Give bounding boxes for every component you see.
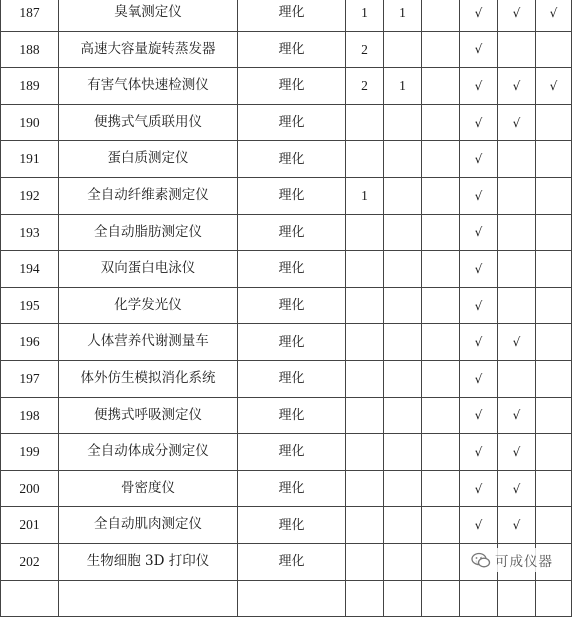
quantity-col2-cell bbox=[384, 397, 422, 434]
category-cell: 理化 bbox=[238, 177, 346, 214]
quantity-col1-cell: 2 bbox=[346, 31, 384, 68]
instrument-name-cell: 全自动肌肉测定仪 bbox=[59, 507, 238, 544]
quantity-col2-cell bbox=[384, 104, 422, 141]
check-col6-cell bbox=[536, 324, 572, 361]
category-cell: 理化 bbox=[238, 141, 346, 178]
category-cell: 理化 bbox=[238, 434, 346, 471]
quantity-col1-cell bbox=[346, 360, 384, 397]
quantity-col1-cell: 1 bbox=[346, 177, 384, 214]
instrument-name-cell: 生物细胞 3D 打印仪 bbox=[59, 543, 238, 580]
row-number-cell: 194 bbox=[1, 251, 59, 288]
row-number-cell: 190 bbox=[1, 104, 59, 141]
check-col5-cell bbox=[498, 141, 536, 178]
check-col6-cell: √ bbox=[536, 68, 572, 105]
row-number-cell: 200 bbox=[1, 470, 59, 507]
category-cell: 理化 bbox=[238, 470, 346, 507]
category-cell: 理化 bbox=[238, 397, 346, 434]
quantity-col2-cell bbox=[384, 543, 422, 580]
instrument-name-cell: 高速大容量旋转蒸发器 bbox=[59, 31, 238, 68]
check-col6-cell bbox=[536, 104, 572, 141]
instrument-name-cell: 全自动脂肪测定仪 bbox=[59, 214, 238, 251]
check-col5-cell: √ bbox=[498, 104, 536, 141]
col3-cell bbox=[422, 287, 460, 324]
check-col6-cell bbox=[536, 434, 572, 471]
row-number-cell: 189 bbox=[1, 68, 59, 105]
check-col4-cell: √ bbox=[460, 470, 498, 507]
instrument-name-cell: 化学发光仪 bbox=[59, 287, 238, 324]
table-body bbox=[1, 0, 572, 617]
quantity-col1-cell bbox=[346, 214, 384, 251]
row-number-cell: 202 bbox=[1, 543, 59, 580]
check-col6-cell bbox=[536, 287, 572, 324]
category-cell: 理化 bbox=[238, 31, 346, 68]
table-row bbox=[1, 580, 572, 617]
quantity-col1-cell bbox=[346, 543, 384, 580]
row-number-cell: 198 bbox=[1, 397, 59, 434]
check-col5-cell: √ bbox=[498, 324, 536, 361]
instrument-name-cell bbox=[59, 580, 238, 617]
check-col6-cell bbox=[536, 214, 572, 251]
col3-cell bbox=[422, 580, 460, 617]
quantity-col1-cell bbox=[346, 470, 384, 507]
quantity-col1-cell: 1 bbox=[346, 0, 384, 31]
check-col4-cell: √ bbox=[460, 0, 498, 31]
check-col6-cell: √ bbox=[536, 0, 572, 31]
col3-cell bbox=[422, 0, 460, 31]
quantity-col2-cell bbox=[384, 507, 422, 544]
check-col4-cell: √ bbox=[460, 104, 498, 141]
check-col6-cell bbox=[536, 580, 572, 617]
row-number-cell: 201 bbox=[1, 507, 59, 544]
row-number-cell: 187 bbox=[1, 0, 59, 31]
table-row bbox=[1, 434, 572, 471]
category-cell: 理化 bbox=[238, 104, 346, 141]
row-number-cell: 192 bbox=[1, 177, 59, 214]
quantity-col1-cell bbox=[346, 287, 384, 324]
col3-cell bbox=[422, 251, 460, 288]
quantity-col2-cell bbox=[384, 580, 422, 617]
check-col4-cell: √ bbox=[460, 31, 498, 68]
instrument-name-cell: 有害气体快速检测仪 bbox=[59, 68, 238, 105]
table-row bbox=[1, 287, 572, 324]
table-row bbox=[1, 507, 572, 544]
category-cell: 理化 bbox=[238, 0, 346, 31]
check-col5-cell bbox=[498, 287, 536, 324]
check-col6-cell bbox=[536, 360, 572, 397]
table-row bbox=[1, 397, 572, 434]
col3-cell bbox=[422, 31, 460, 68]
quantity-col2-cell bbox=[384, 31, 422, 68]
row-number-cell: 199 bbox=[1, 434, 59, 471]
category-cell: 理化 bbox=[238, 324, 346, 361]
instrument-name-cell: 臭氧测定仪 bbox=[59, 0, 238, 31]
row-number-cell: 196 bbox=[1, 324, 59, 361]
check-col6-cell bbox=[536, 141, 572, 178]
check-col6-cell bbox=[536, 177, 572, 214]
quantity-col1-cell bbox=[346, 580, 384, 617]
check-col5-cell bbox=[498, 31, 536, 68]
col3-cell bbox=[422, 214, 460, 251]
col3-cell bbox=[422, 68, 460, 105]
instrument-name-cell: 便携式气质联用仪 bbox=[59, 104, 238, 141]
check-col4-cell: √ bbox=[460, 287, 498, 324]
check-col4-cell: √ bbox=[460, 324, 498, 361]
check-col6-cell bbox=[536, 251, 572, 288]
watermark-text: 可成仪器 bbox=[495, 554, 553, 570]
row-number-cell: 193 bbox=[1, 214, 59, 251]
table-row bbox=[1, 360, 572, 397]
col3-cell bbox=[422, 104, 460, 141]
col3-cell bbox=[422, 324, 460, 361]
quantity-col2-cell bbox=[384, 470, 422, 507]
instrument-name-cell: 全自动纤维素测定仪 bbox=[59, 177, 238, 214]
quantity-col1-cell bbox=[346, 324, 384, 361]
quantity-col2-cell bbox=[384, 141, 422, 178]
category-cell: 理化 bbox=[238, 543, 346, 580]
col3-cell bbox=[422, 434, 460, 471]
instrument-name-cell: 双向蛋白电泳仪 bbox=[59, 251, 238, 288]
category-cell: 理化 bbox=[238, 68, 346, 105]
check-col5-cell: √ bbox=[498, 507, 536, 544]
check-col6-cell bbox=[536, 31, 572, 68]
check-col4-cell bbox=[460, 580, 498, 617]
table-row bbox=[1, 68, 572, 105]
instrument-name-cell: 体外仿生模拟消化系统 bbox=[59, 360, 238, 397]
quantity-col1-cell bbox=[346, 104, 384, 141]
quantity-col1-cell bbox=[346, 251, 384, 288]
check-col5-cell: √ bbox=[498, 434, 536, 471]
category-cell: 理化 bbox=[238, 287, 346, 324]
watermark bbox=[467, 548, 557, 572]
quantity-col2-cell bbox=[384, 360, 422, 397]
instrument-name-cell: 蛋白质测定仪 bbox=[59, 141, 238, 178]
quantity-col1-cell bbox=[346, 507, 384, 544]
quantity-col2-cell bbox=[384, 287, 422, 324]
row-number-cell: 197 bbox=[1, 360, 59, 397]
category-cell: 理化 bbox=[238, 360, 346, 397]
col3-cell bbox=[422, 543, 460, 580]
check-col4-cell: √ bbox=[460, 177, 498, 214]
check-col5-cell bbox=[498, 177, 536, 214]
category-cell: 理化 bbox=[238, 507, 346, 544]
check-col4-cell: √ bbox=[460, 507, 498, 544]
check-col4-cell: √ bbox=[460, 68, 498, 105]
table-row bbox=[1, 177, 572, 214]
quantity-col2-cell bbox=[384, 251, 422, 288]
check-col5-cell bbox=[498, 360, 536, 397]
check-col5-cell bbox=[498, 580, 536, 617]
category-cell bbox=[238, 580, 346, 617]
table-row bbox=[1, 214, 572, 251]
col3-cell bbox=[422, 360, 460, 397]
table-row bbox=[1, 470, 572, 507]
category-cell: 理化 bbox=[238, 251, 346, 288]
check-col6-cell bbox=[536, 470, 572, 507]
quantity-col2-cell bbox=[384, 324, 422, 361]
col3-cell bbox=[422, 507, 460, 544]
col3-cell bbox=[422, 397, 460, 434]
check-col6-cell bbox=[536, 507, 572, 544]
check-col4-cell: √ bbox=[460, 360, 498, 397]
table-row bbox=[1, 104, 572, 141]
table-row bbox=[1, 141, 572, 178]
check-col5-cell: √ bbox=[498, 0, 536, 31]
quantity-col1-cell: 2 bbox=[346, 68, 384, 105]
row-number-cell bbox=[1, 580, 59, 617]
row-number-cell: 191 bbox=[1, 141, 59, 178]
instrument-name-cell: 骨密度仪 bbox=[59, 470, 238, 507]
check-col4-cell: √ bbox=[460, 214, 498, 251]
quantity-col2-cell: 1 bbox=[384, 0, 422, 31]
check-col5-cell: √ bbox=[498, 470, 536, 507]
col3-cell bbox=[422, 141, 460, 178]
check-col5-cell bbox=[498, 251, 536, 288]
row-number-cell: 195 bbox=[1, 287, 59, 324]
quantity-col2-cell bbox=[384, 177, 422, 214]
quantity-col1-cell bbox=[346, 397, 384, 434]
check-col4-cell: √ bbox=[460, 434, 498, 471]
check-col5-cell: √ bbox=[498, 68, 536, 105]
col3-cell bbox=[422, 470, 460, 507]
instrument-name-cell: 全自动体成分测定仪 bbox=[59, 434, 238, 471]
col3-cell bbox=[422, 177, 460, 214]
quantity-col2-cell bbox=[384, 214, 422, 251]
table-row bbox=[1, 251, 572, 288]
quantity-col2-cell bbox=[384, 434, 422, 471]
table-row bbox=[1, 0, 572, 31]
instrument-name-cell: 人体营养代谢测量车 bbox=[59, 324, 238, 361]
instrument-name-cell: 便携式呼吸测定仪 bbox=[59, 397, 238, 434]
quantity-col1-cell bbox=[346, 141, 384, 178]
quantity-col2-cell: 1 bbox=[384, 68, 422, 105]
wechat-icon bbox=[471, 552, 491, 569]
table-row bbox=[1, 324, 572, 361]
check-col4-cell: √ bbox=[460, 397, 498, 434]
category-cell: 理化 bbox=[238, 214, 346, 251]
check-col5-cell: √ bbox=[498, 397, 536, 434]
check-col4-cell: √ bbox=[460, 141, 498, 178]
row-number-cell: 188 bbox=[1, 31, 59, 68]
table-row bbox=[1, 31, 572, 68]
check-col5-cell bbox=[498, 214, 536, 251]
check-col4-cell: √ bbox=[460, 251, 498, 288]
quantity-col1-cell bbox=[346, 434, 384, 471]
check-col6-cell bbox=[536, 397, 572, 434]
